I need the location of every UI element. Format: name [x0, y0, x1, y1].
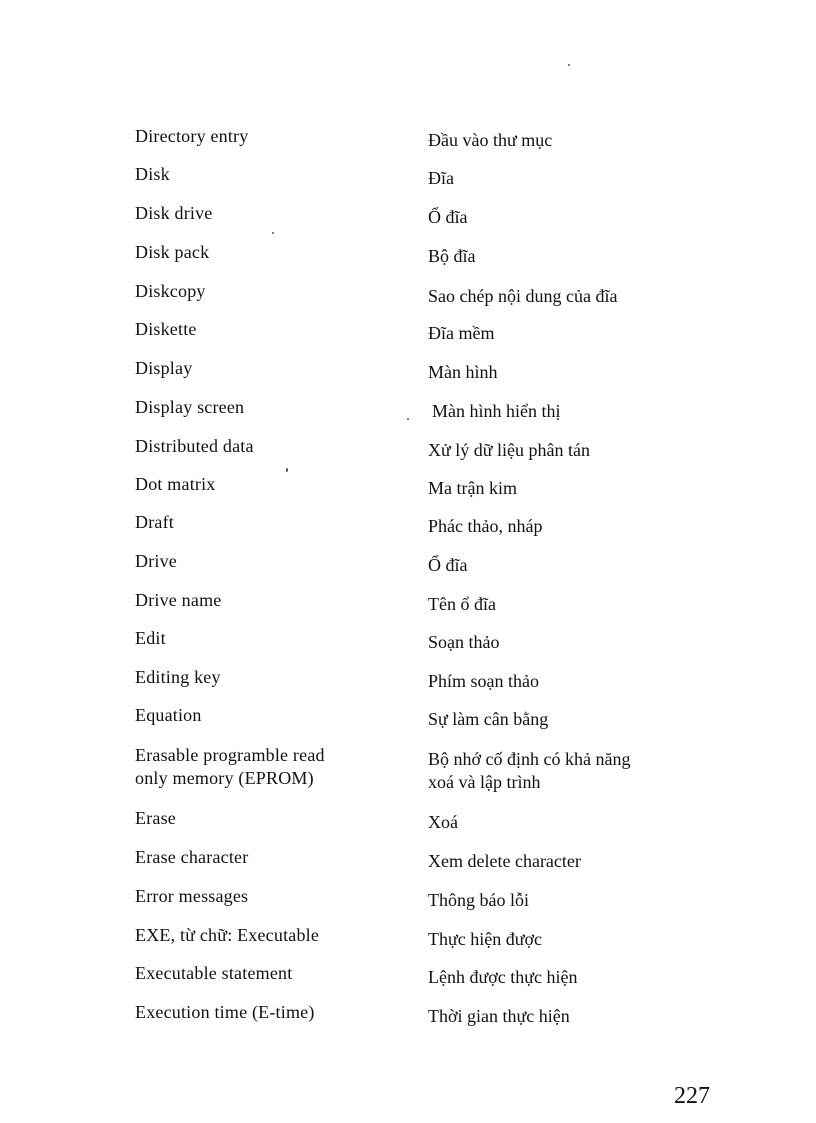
glossary-term: Disk drive [135, 203, 213, 223]
glossary-term: Diskette [135, 319, 197, 339]
glossary-definition: Ổ đĩa [428, 207, 468, 227]
glossary-definition: Thực hiện được [428, 929, 542, 949]
glossary-term: Directory entry [135, 126, 249, 146]
scan-speck [568, 64, 570, 66]
glossary-term: Equation [135, 705, 202, 725]
glossary-definition: Ổ đĩa [428, 555, 468, 575]
glossary-term: Executable statement [135, 963, 293, 983]
glossary-definition: Phác thảo, nháp [428, 516, 543, 536]
glossary-term: Diskcopy [135, 281, 206, 301]
glossary-definition: Phím soạn thảo [428, 671, 539, 691]
glossary-term: EXE, từ chữ: Executable [135, 925, 320, 945]
glossary-term: Disk pack [135, 242, 210, 262]
glossary-definition: Sự làm cân bằng [428, 709, 549, 729]
glossary-term: Draft [135, 512, 174, 532]
glossary-term: Erase [135, 808, 176, 828]
glossary-definition: Xem delete character [428, 851, 581, 871]
glossary-term: Erasable programble read only memory (EPROM) [135, 745, 325, 788]
glossary-term: Disk [135, 164, 170, 184]
glossary-definition: Tên ổ đĩa [428, 594, 496, 614]
glossary-term: Error messages [135, 886, 249, 906]
scan-speck [407, 418, 409, 420]
glossary-definition: Đĩa [428, 168, 454, 188]
page-number: 227 [674, 1083, 710, 1109]
glossary-definition: Soạn thảo [428, 632, 500, 652]
glossary-term: Drive [135, 551, 177, 571]
glossary-definition: Bộ nhớ cố định có khả năng xoá và lập trình [428, 749, 631, 792]
glossary-term: Execution time (E-time) [135, 1002, 315, 1022]
glossary-term: Drive name [135, 590, 222, 610]
scan-speck [272, 232, 274, 234]
glossary-definition: Xử lý dữ liệu phân tán [428, 440, 590, 460]
glossary-term: Display [135, 358, 193, 378]
glossary-term: Editing key [135, 667, 221, 687]
glossary-definition: Lệnh được thực hiện [428, 967, 578, 987]
glossary-term: Erase character [135, 847, 249, 867]
glossary-definition: Màn hình hiển thị [432, 401, 561, 421]
glossary-definition: Thông báo lỗi [428, 890, 529, 910]
glossary-term: Edit [135, 628, 166, 648]
glossary-definition: Xoá [428, 812, 458, 832]
glossary-definition: Bộ đĩa [428, 246, 476, 266]
glossary-definition: Sao chép nội dung của đĩa [428, 286, 618, 306]
glossary-definition: Màn hình [428, 362, 498, 382]
glossary-definition: Đầu vào thư mục [428, 130, 553, 150]
glossary-term: Display screen [135, 397, 245, 417]
glossary-term: Dot matrix [135, 474, 216, 494]
scan-speck [286, 468, 288, 472]
glossary-definition: Thời gian thực hiện [428, 1006, 570, 1026]
glossary-term: Distributed data [135, 436, 254, 456]
glossary-definition: Đĩa mềm [428, 323, 495, 343]
glossary-definition: Ma trận kim [428, 478, 517, 498]
